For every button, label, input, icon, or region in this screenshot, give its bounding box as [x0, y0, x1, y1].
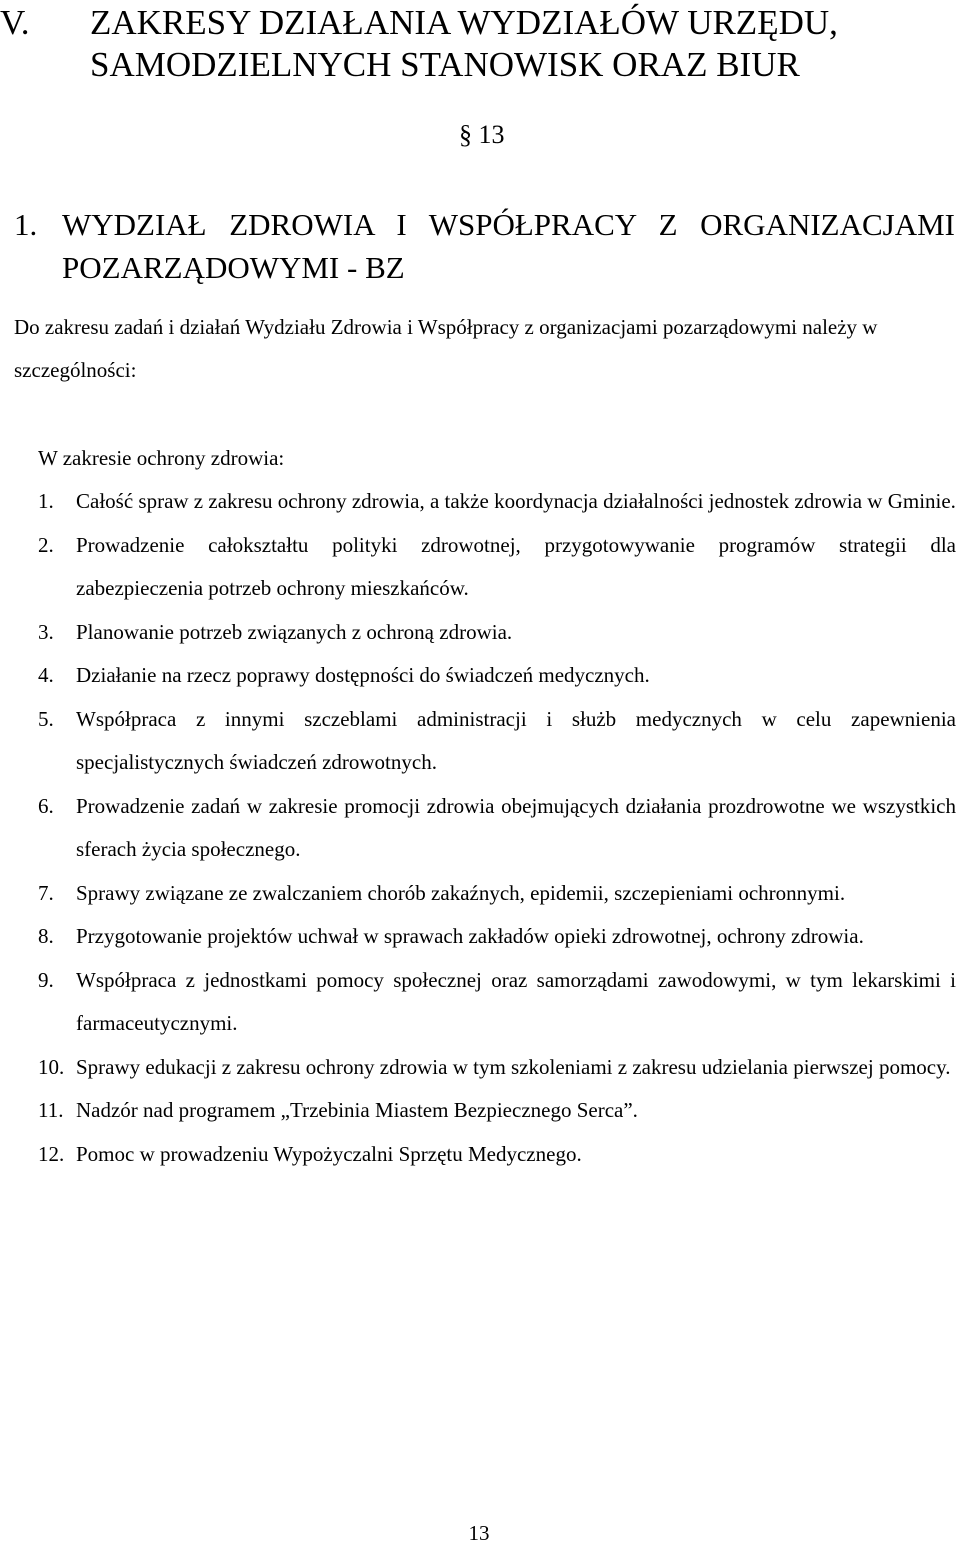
- list-item-text: Współpraca z jednostkami pomocy społecznej oraz samorządami zawodowymi, w tym lekarskimi i farmaceutycznymi.: [76, 967, 956, 1035]
- list-item: [0, 480, 960, 524]
- paragraph-sign: § 13: [459, 120, 505, 149]
- list-item-number: 1.: [38, 489, 54, 513]
- list-item: [0, 1046, 960, 1090]
- list-item: [0, 611, 960, 655]
- list-item: [0, 524, 960, 611]
- list-item-number: 11.: [38, 1098, 64, 1122]
- list-item-number: 5.: [38, 706, 54, 731]
- list-item-text: Przygotowanie projektów uchwał w sprawach zakładów opieki zdrowotnej, ochrony zdrowia.: [76, 924, 864, 948]
- list-item: [0, 872, 960, 916]
- list-item-text: Współpraca z innymi szczeblami administracji i służb medycznych w celu zapewnienia specjalistycznych świadczeń zdrowotnych.: [76, 706, 956, 774]
- list-item-text: Nadzór nad programem „Trzebinia Miastem Bezpiecznego Serca”.: [76, 1098, 638, 1122]
- list-item-text: Całość spraw z zakresu ochrony zdrowia, a także koordynacja działalności jednostek zdrowia w Gminie.: [76, 489, 956, 513]
- list-item-text: Planowanie potrzeb związanych z ochroną zdrowia.: [76, 619, 513, 644]
- list-item-text: Sprawy edukacji z zakresu ochrony zdrowia w tym szkoleniami z zakresu udzielania pierwszej pomocy.: [76, 1054, 951, 1079]
- list-item-text: Działanie na rzecz poprawy dostępności do świadczeń medycznych.: [76, 663, 650, 687]
- list-item: [0, 654, 960, 698]
- list-item-number: 6.: [38, 793, 54, 818]
- page-footer: [0, 1520, 960, 1546]
- section-title-line2: POZARZĄDOWYMI - BZ: [62, 250, 405, 285]
- list-item: [0, 915, 960, 959]
- list-item: [0, 1089, 960, 1133]
- list-item: [0, 959, 960, 1046]
- section-number: 1.: [14, 207, 38, 242]
- list-item: [0, 1133, 960, 1177]
- list-item-number: 7.: [38, 880, 54, 905]
- intro-paragraph: Do zakresu zadań i działań Wydziału Zdrowia i Współpracy z organizacjami pozarządowymi należy w szczególności:: [14, 315, 878, 382]
- list-item-number: 8.: [38, 924, 54, 948]
- page-number: 13: [468, 1521, 490, 1545]
- list-item-text: Sprawy związane ze zwalczaniem chorób zakaźnych, epidemii, szczepieniami ochronnymi.: [76, 880, 846, 905]
- list-item-text: Prowadzenie całokształtu polityki zdrowotnej, przygotowywanie programów strategii dla zabezpieczenia potrzeb ochrony mieszkańców.: [76, 532, 956, 600]
- subheading: W zakresie ochrony zdrowia:: [38, 446, 285, 470]
- section-title-line1: WYDZIAŁ ZDROWIA I WSPÓŁPRACY Z ORGANIZACJAMI: [62, 207, 955, 242]
- task-list: [0, 480, 960, 1176]
- list-item-number: 10.: [38, 1054, 65, 1079]
- list-item-text: Prowadzenie zadań w zakresie promocji zdrowia obejmujących działania prozdrowotne we wszystkich sferach życia społecznego.: [76, 793, 956, 861]
- list-item-number: 4.: [38, 663, 54, 687]
- list-item-text: Pomoc w prowadzeniu Wypożyczalni Sprzętu Medycznego.: [76, 1141, 582, 1166]
- list-item: [0, 785, 960, 872]
- list-item: [0, 698, 960, 785]
- list-item-number: 3.: [38, 619, 54, 644]
- list-item-number: 12.: [38, 1141, 65, 1166]
- chapter-number: V.: [0, 3, 30, 42]
- list-item-number: 9.: [38, 967, 54, 992]
- chapter-title: ZAKRESY DZIAŁANIA WYDZIAŁÓW URZĘDU, SAMODZIELNYCH STANOWISK ORAZ BIUR: [90, 3, 838, 84]
- list-item-number: 2.: [38, 532, 54, 557]
